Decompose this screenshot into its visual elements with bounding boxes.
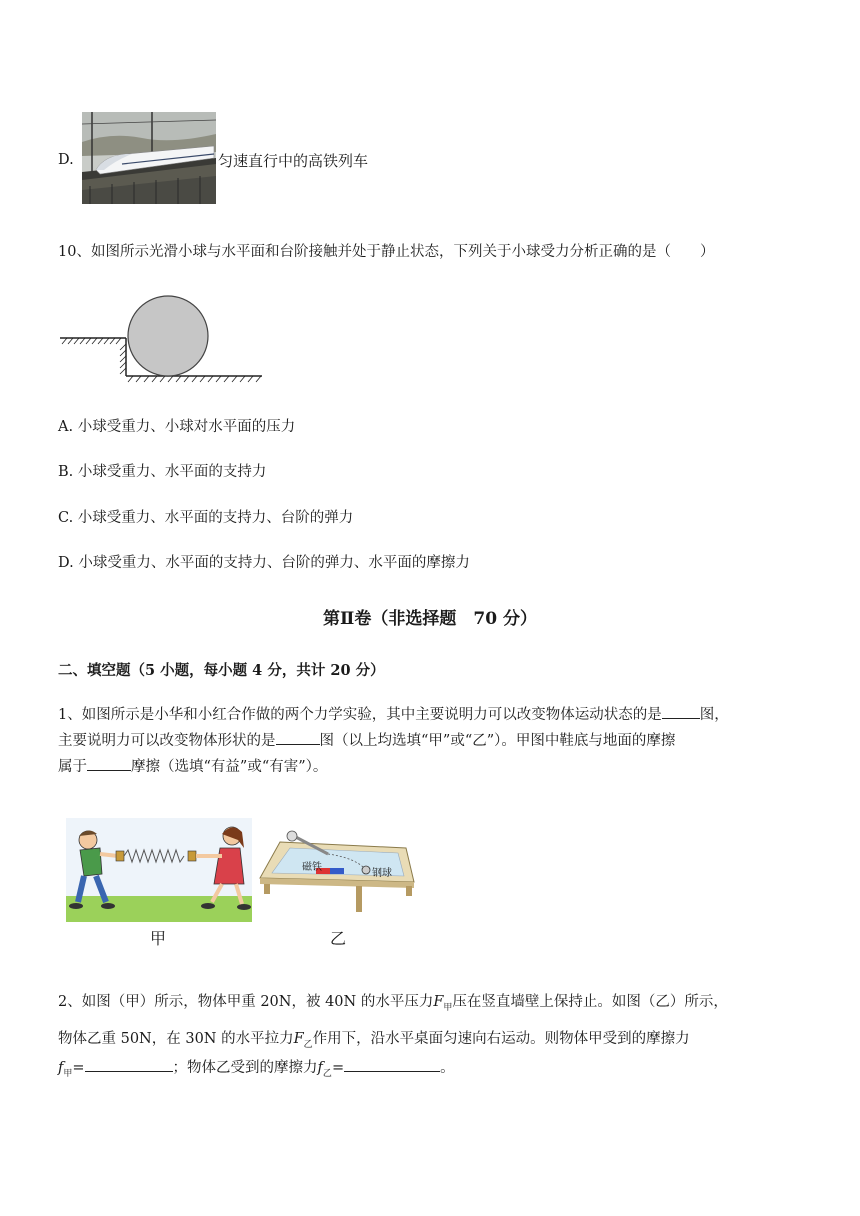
q10-option-d: D. 小球受重力、水平面的支持力、台阶的弹力、水平面的摩擦力 bbox=[58, 555, 470, 571]
train-image bbox=[82, 112, 216, 204]
fill2-line2 bbox=[58, 1027, 690, 1050]
force-f-yi-sub: 乙 bbox=[303, 1039, 313, 1050]
fill2-blank-2[interactable] bbox=[344, 1057, 440, 1072]
eq-sign-2: = bbox=[331, 1060, 345, 1076]
friction-f-yi-sub: 乙 bbox=[322, 1068, 332, 1079]
force-f-jia-sub: 甲 bbox=[443, 1002, 453, 1013]
part2-title: 第Ⅱ卷（非选择题 70 分） bbox=[323, 609, 537, 629]
fill1-line2-end: 图（以上均选填“甲”或“乙”）。甲图中鞋底与地面的摩擦 bbox=[319, 733, 676, 749]
fill1-blank-1[interactable] bbox=[662, 704, 700, 719]
figure-yi-label: 乙 bbox=[330, 929, 347, 948]
figure-jia bbox=[66, 818, 252, 922]
section2-heading: 二、填空题（5 小题，每小题 4 分，共计 20 分） bbox=[58, 662, 385, 679]
fill2-line3 bbox=[58, 1056, 455, 1079]
force-f-jia bbox=[433, 994, 453, 1013]
friction-f-yi-symbol: f bbox=[317, 1060, 323, 1076]
friction-f-symbol: f bbox=[58, 1060, 64, 1076]
figure-jia-label: 甲 bbox=[150, 929, 167, 948]
fill2-end-text: 。 bbox=[440, 1060, 455, 1076]
fill1-blank-2[interactable] bbox=[276, 730, 320, 745]
q10-option-b: B. 小球受重力、水平面的支持力 bbox=[58, 464, 267, 480]
fill2-blank-1[interactable] bbox=[85, 1057, 173, 1072]
fill1-line3-end: 摩擦（选填“有益”或“有害”）。 bbox=[131, 759, 328, 775]
steel-ball-label: 钢球 bbox=[372, 868, 392, 879]
eq-sign-1: = bbox=[72, 1060, 85, 1076]
fill-question-1 bbox=[58, 702, 808, 780]
fill2-line2-start: 物体乙重 50N，在 30N 的水平拉力 bbox=[58, 1031, 294, 1047]
fill2-line1 bbox=[58, 990, 728, 1013]
fill2-line1-start: 2、如图（甲）所示，物体甲重 20N，被 40N 的水平压力 bbox=[58, 994, 434, 1010]
fill2-mid-text: ；物体乙受到的摩擦力 bbox=[172, 1060, 318, 1076]
figure-yi bbox=[256, 828, 416, 916]
fill2-line2-end: 作用下，沿水平桌面匀速向右运动。则物体甲受到的摩擦力 bbox=[312, 1031, 690, 1047]
magnet-label: 磁铁 bbox=[302, 862, 322, 873]
friction-f-jia-sub: 甲 bbox=[63, 1068, 73, 1079]
force-f-symbol: F bbox=[433, 994, 444, 1010]
fill1-blank-3[interactable] bbox=[87, 756, 131, 771]
fill1-line1-end: 图， bbox=[699, 707, 729, 723]
fill1-line2-start: 主要说明力可以改变物体形状的是 bbox=[58, 733, 276, 749]
question-10-text: 10、如图所示光滑小球与水平面和台阶接触并处于静止状态，下列关于小球受力分析正确的是（ ） bbox=[58, 244, 715, 260]
q10-option-a: A. 小球受重力、小球对水平面的压力 bbox=[58, 419, 296, 435]
option-d-label: D. bbox=[58, 152, 74, 168]
ball-step-diagram bbox=[58, 292, 268, 384]
q10-option-c: C. 小球受重力、水平面的支持力、台阶的弹力 bbox=[58, 510, 354, 526]
fill2-line1-end: 压在竖直墙壁上保持止。如图（乙）所示， bbox=[452, 994, 728, 1010]
force-f-yi-symbol: F bbox=[293, 1031, 304, 1047]
option-d-text: 匀速直行中的高铁列车 bbox=[218, 152, 369, 170]
fill1-line1: 1、如图所示是小华和小红合作做的两个力学实验，其中主要说明力可以改变物体运动状态的是 bbox=[58, 707, 662, 723]
friction-f-yi bbox=[317, 1060, 332, 1079]
fill1-line3-start: 属于 bbox=[58, 759, 87, 775]
force-f-yi bbox=[293, 1031, 313, 1050]
friction-f-jia bbox=[58, 1060, 73, 1079]
